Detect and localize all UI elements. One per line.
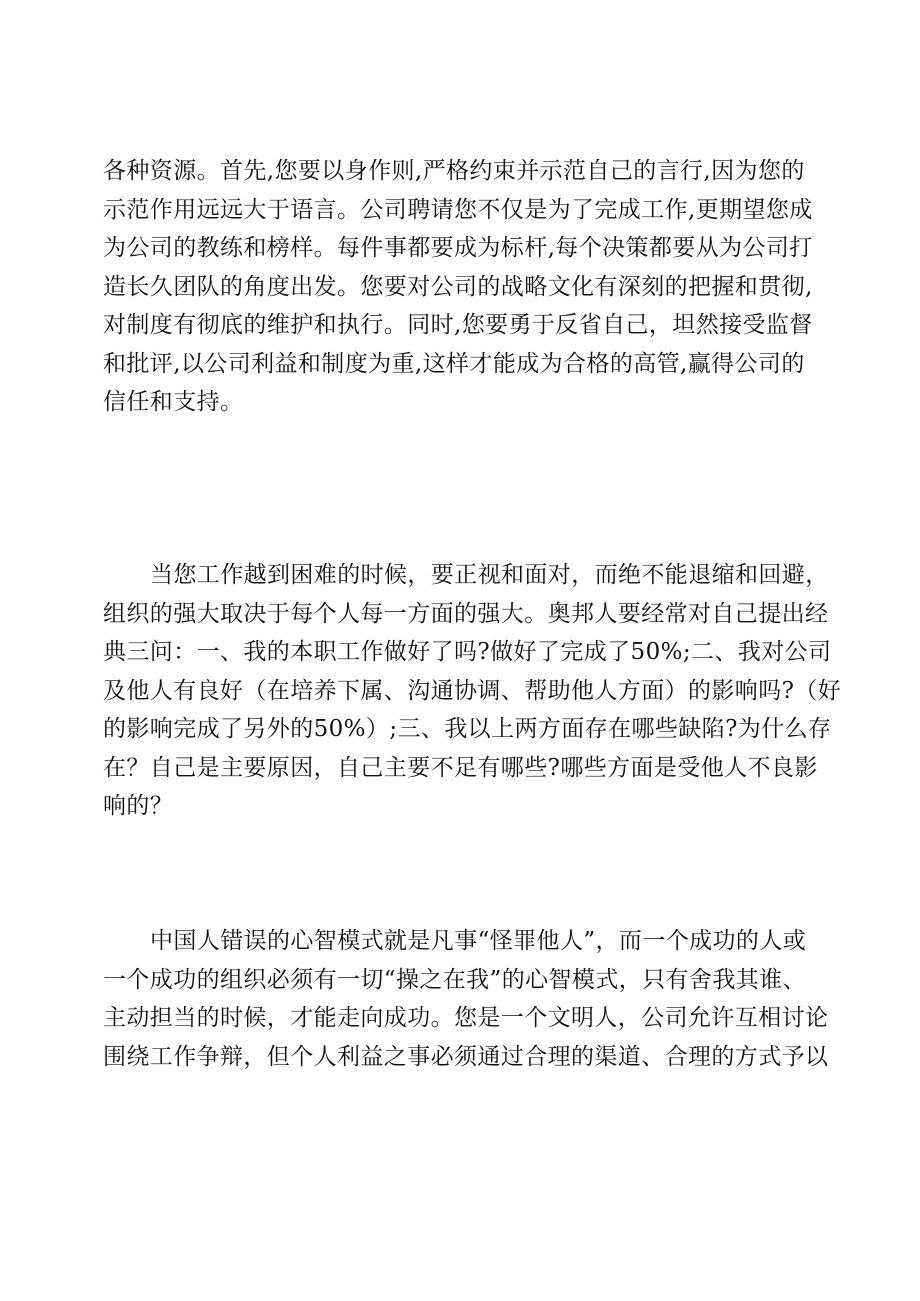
text-line: 为公司的教练和榜样。每件事都要成为标杆,每个决策都要从为公司打 <box>103 235 813 261</box>
text-line: 示范作用远远大于语言。公司聘请您不仅是为了完成工作,更期望您成 <box>103 196 813 223</box>
text-line: 围绕工作争辩，但个人利益之事必须通过合理的渠道、合理的方式予以 <box>103 1043 829 1070</box>
text-line: 信任和支持。 <box>103 389 244 415</box>
text-line: 各种资源。首先,您要以身作则,严格约束并示范自己的言行,因为您的 <box>103 158 805 184</box>
text-line: 的影响完成了另外的50%）;三、我以上两方面存在哪些缺陷?为什么存 <box>103 716 832 742</box>
text-line: 造长久团队的角度出发。您要对公司的战略文化有深刻的把握和贯彻, <box>103 273 813 300</box>
paragraph-2 <box>103 556 842 826</box>
text-line: 当您工作越到困难的时候，要正视和面对，而绝不能退缩和回避， <box>150 562 829 588</box>
text-line: 和批评,以公司利益和制度为重,这样才能成为合格的高管,赢得公司的 <box>103 350 805 377</box>
text-line: 对制度有彻底的维护和执行。同时,您要勇于反省自己，坦然接受监督 <box>103 312 813 338</box>
text-line: 响的？ <box>103 793 174 819</box>
text-line: 主动担当的时候，才能走向成功。您是一个文明人，公司允许互相讨论 <box>103 1005 829 1031</box>
text-line: 典三问：一、我的本职工作做好了吗?做好了完成了50%;二、我对公司 <box>103 639 832 665</box>
text-line: 中国人错误的心智模式就是凡事“怪罪他人”，而一个成功的人或 <box>150 928 807 954</box>
paragraph-3 <box>103 922 829 1076</box>
text-line: 一个成功的组织必须有一切“操之在我”的心智模式，只有舍我其谁、 <box>103 966 806 993</box>
text-line: 组织的强大取决于每个人每一方面的强大。奥邦人要经常对自己提出经 <box>103 600 829 627</box>
text-line: 在？自己是主要原因，自己主要不足有哪些?哪些方面是受他人不良影 <box>103 754 818 781</box>
text-line: 及他人有良好（在培养下属、沟通协调、帮助他人方面）的影响吗?（好 <box>103 677 842 704</box>
paragraph-1 <box>103 152 823 422</box>
